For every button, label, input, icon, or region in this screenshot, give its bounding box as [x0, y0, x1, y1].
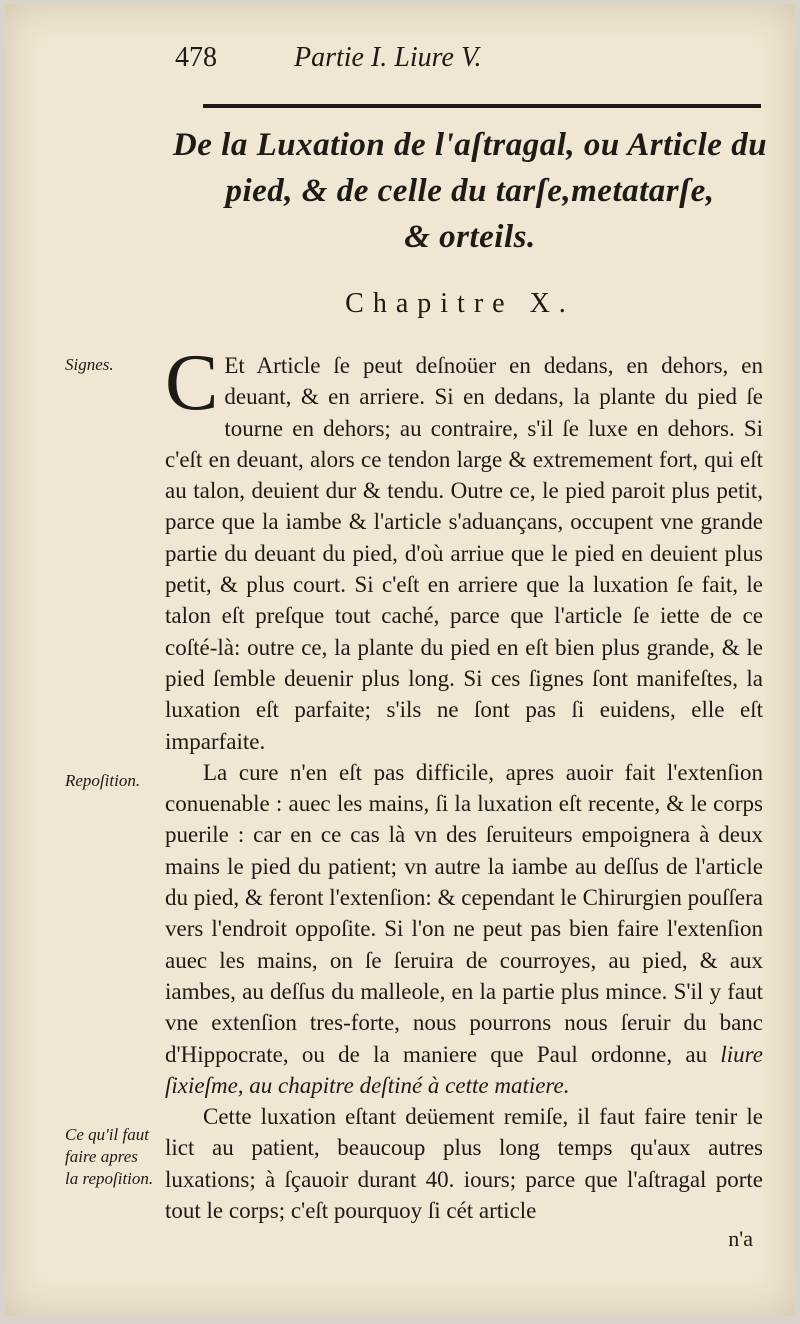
- paragraph-2-citation: liure ſixieſme, au chapitre deſtiné à cette matiere.: [165, 1041, 763, 1098]
- paragraph-1-text: Et Article ſe peut deſnoüer en dedans, en dehors, en deuant, & en arriere. Si en dedans, la plante du pied ſe tourne en dehors; au contraire, s'il ſe luxe en dehors. Si c'eſt en deuant, alors ce tendon large & extremement fort, qui eſt au talon, deuient dur & tendu. Outre ce, le pied paroit plus petit, parce que la iambe & l'article s'aduançans, occupent vne grande partie du deuant du pied, d'où arriue que le pied en deuient plus petit, & plus court. Si c'eſt en arriere que la luxation ſe fait, le talon eſt preſque tout caché, parce que l'article ſe iette de ce coſté-là: outre ce, la plante du pied en eſt bien plus grande, & le pied ſemble deuenir plus long. Si ces ſignes ſont manifeſtes, la luxation eſt parfaite; s'ils ne ſont pas ſi euidens, elle eſt imparfaite.: [165, 353, 763, 754]
- paragraph-3: [165, 1101, 763, 1226]
- margin-note-reposition: Repoſition.: [65, 771, 141, 790]
- paragraph-3-text: Cette luxation eſtant deüement remiſe, il faut faire tenir le lict au patient, beaucoup plus long temps qu'aux autres luxations; à ſçauoir durant 40. iours; parce que l'aſtragal porte tout le corps; c'eſt pourquoy ſi cét article: [165, 1104, 763, 1224]
- chapter-heading: [155, 122, 785, 260]
- heading-line-1: De la Luxation de l'aſtragal, ou Article du: [172, 127, 768, 163]
- paragraph-2: [165, 757, 763, 1101]
- catchword: n'a: [728, 1226, 753, 1251]
- body-text: [165, 339, 763, 1226]
- running-title: Partie I. Liure V.: [294, 42, 482, 73]
- header-rule: [203, 104, 761, 108]
- margin-note-signes: Signes.: [65, 355, 114, 374]
- page-number: 478: [175, 42, 217, 73]
- running-header: [175, 42, 481, 74]
- paragraph-2-text: La cure n'en eſt pas difficile, apres auoir fait l'extenſion conuenable : auec les mains, ſi la luxation eſt recente, & le corps puerile : car en ce cas là vn des ſeruiteurs empoignera à deux mains le pied du patient; vn autre la iambe au deſſus de l'article du pied, & feront l'extenſion: & cependant le Chirurgien pouſſera vers l'endroit oppoſite. Si l'on ne peut pas bien faire l'extenſion auec les mains, on ſe ſeruira de courroyes, au pied, & aux iambes, au deſſus du malleole, en la partie plus mince. S'il y faut vne extenſion tres-forte, nous pourrons nous ſeruir du banc d'Hippocrate, ou de la maniere que Paul ordonne, au: [165, 759, 763, 1067]
- drop-cap: C: [165, 339, 219, 427]
- paragraph-1: [165, 339, 763, 757]
- book-page: [5, 4, 795, 1316]
- heading-line-2: pied, & de celle du tarſe,metatarſe,: [225, 173, 715, 209]
- chapter-number: Chapitre X.: [345, 288, 575, 319]
- heading-line-3: & orteils.: [404, 219, 536, 255]
- margin-note-apres: Ce qu'il faut faire apres la repoſition.: [65, 1125, 154, 1188]
